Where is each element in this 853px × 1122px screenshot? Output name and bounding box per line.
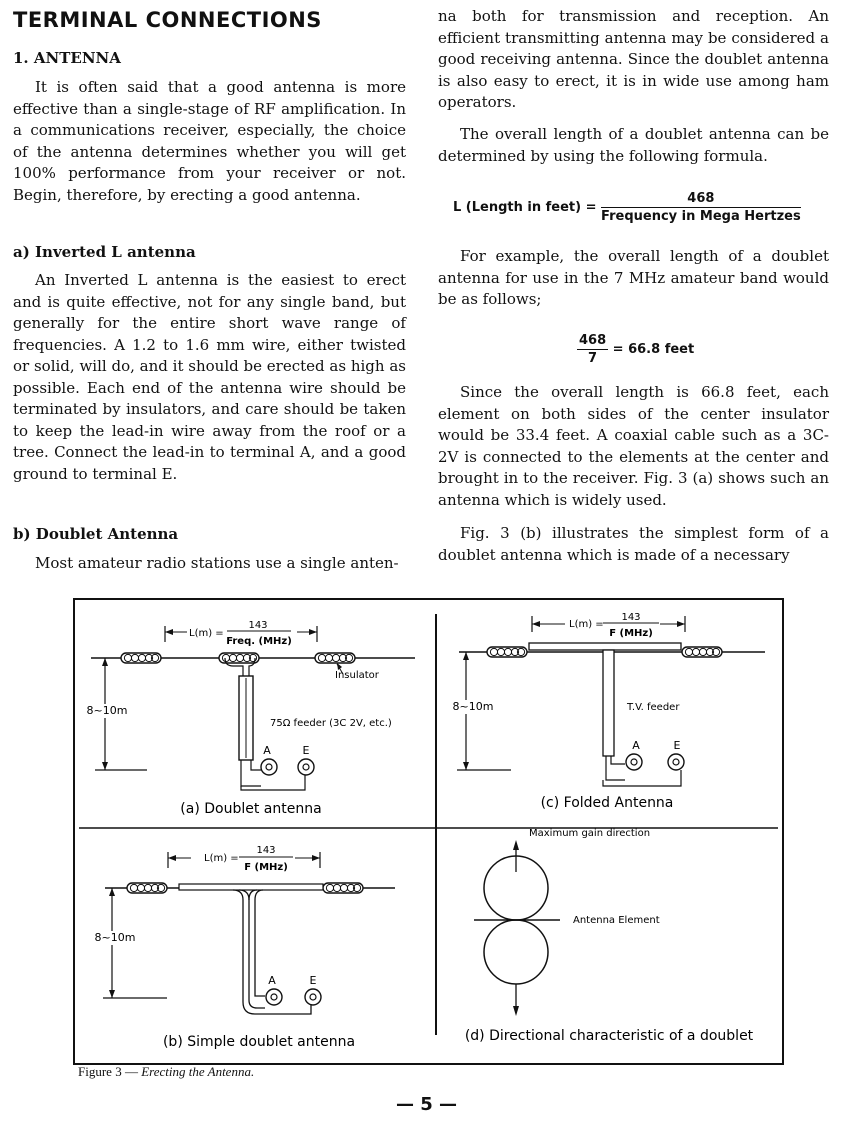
panel-c-terminal-e — [668, 754, 684, 770]
panel-a-height: 8~10m — [86, 704, 128, 717]
panel-b-len-den: F (MHz) — [244, 862, 288, 873]
formula-denominator: Frequency in Mega Hertzes — [601, 209, 801, 224]
panel-a-doublet — [81, 620, 415, 817]
panel-b-len-num: 143 — [256, 845, 276, 856]
panel-c-insulator-left — [487, 647, 527, 657]
panel-a-terminal-a-label: A — [263, 744, 271, 757]
doublet-paragraph-start — [13, 553, 406, 575]
intro-text: It is often said that a good antenna is more effective than a single-stage of RF amplification. In a communications receiver, especially, the choice of the antenna determines whether you will get 100% performance from your receiver or not. Begin, therefore, by erecting a good antenna. — [13, 78, 406, 204]
figure-3 — [73, 598, 784, 1065]
page-number: — 5 — — [395, 1094, 458, 1115]
panel-c-terminal-a — [626, 754, 642, 770]
page-title: TERMINAL CONNECTIONS — [13, 8, 322, 32]
inverted-l-text: An Inverted L antenna is the easiest to erect and is quite effective, not for any single band, but generally for the entire short wave range of frequencies. A 1.2 to 1.6 mm wire, either twisted or solid, will do, and it should be erected as high as possible. Each end of the antenna wire should be terminated by insulators, and care should be taken to keep the lead-in wire away from the roof or a tree. Connect the lead-in to terminal A, and a good ground to terminal E. — [13, 271, 406, 483]
formula-lhs: L (Length in feet) = — [453, 200, 597, 215]
example-fraction — [577, 333, 608, 366]
panel-a-insulator-right — [315, 653, 355, 663]
inverted-l-paragraph — [13, 270, 406, 485]
col2-text-5: Fig. 3 (b) illustrates the simplest form of a doublet antenna which is made of a necessary — [438, 524, 829, 564]
panel-a-terminal-e — [298, 759, 314, 775]
panel-c-terminal-e-label: E — [673, 739, 681, 752]
panel-c-insulator-right — [682, 647, 722, 657]
panel-b-height: 8~10m — [94, 931, 136, 944]
panel-d-directional — [465, 828, 754, 1044]
col2-text-3: For example, the overall length of a doublet antenna for use in the 7 MHz amateur band would be as follows; — [438, 247, 829, 308]
panel-c-terminal-a-label: A — [632, 739, 640, 752]
panel-b-simple-doublet — [87, 845, 395, 1050]
panel-b-insulator-left — [127, 883, 167, 893]
col2-text-4: Since the overall length is 66.8 feet, each element on both sides of the center insulator would be 33.4 feet. A coaxial cable such as a 3C-2V is connected to the elements at the center and brought in to the receiver. Fig. 3 (a) shows such an antenna which is widely used. — [438, 383, 829, 509]
panel-b-terminal-a-label: A — [268, 974, 276, 987]
panel-c-tv-feeder — [603, 650, 614, 756]
col2-paragraph-2 — [438, 124, 829, 167]
panel-c-feeder: T.V. feeder — [627, 702, 680, 713]
panel-c-height: 8~10m — [452, 700, 494, 713]
panel-c-folded-element — [529, 643, 681, 650]
col2-paragraph-3 — [438, 246, 829, 311]
figure-caption — [78, 1064, 254, 1080]
panel-b-insulator-right — [323, 883, 363, 893]
example-denominator: 7 — [588, 351, 598, 366]
col2-paragraph-5 — [438, 523, 829, 566]
figure-caption-title: Erecting the Antenna. — [141, 1064, 255, 1079]
formula-length — [453, 191, 801, 224]
subheading-doublet: b) Doublet Antenna — [13, 525, 179, 543]
panel-a-len-prefix: L(m) = — [189, 628, 224, 639]
panel-d-max-gain: Maximum gain direction — [529, 828, 651, 839]
panel-d-down-arrow — [513, 1006, 519, 1016]
panel-b-element — [179, 884, 323, 890]
panel-b-terminal-a — [266, 989, 282, 1005]
panel-c-len-prefix: L(m) = — [569, 619, 604, 630]
example-result: = 66.8 feet — [612, 342, 695, 357]
subheading-inverted-l: a) Inverted L antenna — [13, 243, 196, 261]
panel-a-len-num: 143 — [248, 620, 268, 631]
panel-c-folded — [445, 612, 765, 811]
panel-d-up-arrow — [513, 840, 519, 850]
col2-text-1: na both for transmission and reception. An efficient transmitting antenna may be considered a good receiving antenna. Since the doublet antenna is also easy to erect, it is in wide use among ham operators. — [438, 7, 829, 111]
section-heading: 1. ANTENNA — [13, 49, 121, 67]
panel-b-terminal-e — [305, 989, 321, 1005]
doublet-start-text: Most amateur radio stations use a single anten- — [35, 554, 399, 572]
panel-a-feeder: 75Ω feeder (3C 2V, etc.) — [270, 718, 392, 729]
panel-c-caption: (c) Folded Antenna — [540, 795, 674, 811]
panel-a-insulator-left — [121, 653, 161, 663]
panel-b-terminal-e-label: E — [309, 974, 317, 987]
panel-a-terminal-e-label: E — [302, 744, 310, 757]
panel-d-caption: (d) Directional characteristic of a doublet — [464, 1028, 754, 1044]
example-numerator: 468 — [579, 333, 607, 348]
panel-a-len-den: Freq. (MHz) — [226, 636, 292, 647]
formula-numerator: 468 — [601, 191, 801, 208]
panel-b-caption: (b) Simple doublet antenna — [162, 1034, 356, 1050]
panel-a-terminal-a — [261, 759, 277, 775]
panel-c-len-den: F (MHz) — [609, 628, 653, 639]
col2-text-2: The overall length of a doublet antenna can be determined by using the following formula. — [438, 125, 829, 165]
intro-paragraph — [13, 77, 406, 206]
col2-paragraph-4 — [438, 382, 829, 511]
panel-d-lower-lobe — [484, 920, 548, 984]
panel-b-len-prefix: L(m) = — [204, 853, 239, 864]
panel-a-insulator-label: Insulator — [335, 670, 379, 681]
figure-diagram — [75, 600, 782, 1063]
panel-d-element-label: Antenna Element — [573, 915, 660, 926]
figure-caption-prefix: Figure 3 — — [78, 1064, 138, 1079]
formula-fraction — [601, 191, 801, 224]
col2-paragraph-1 — [438, 6, 829, 114]
formula-example — [577, 333, 694, 366]
panel-a-caption: (a) Doublet antenna — [180, 801, 322, 817]
panel-c-len-num: 143 — [621, 612, 641, 623]
